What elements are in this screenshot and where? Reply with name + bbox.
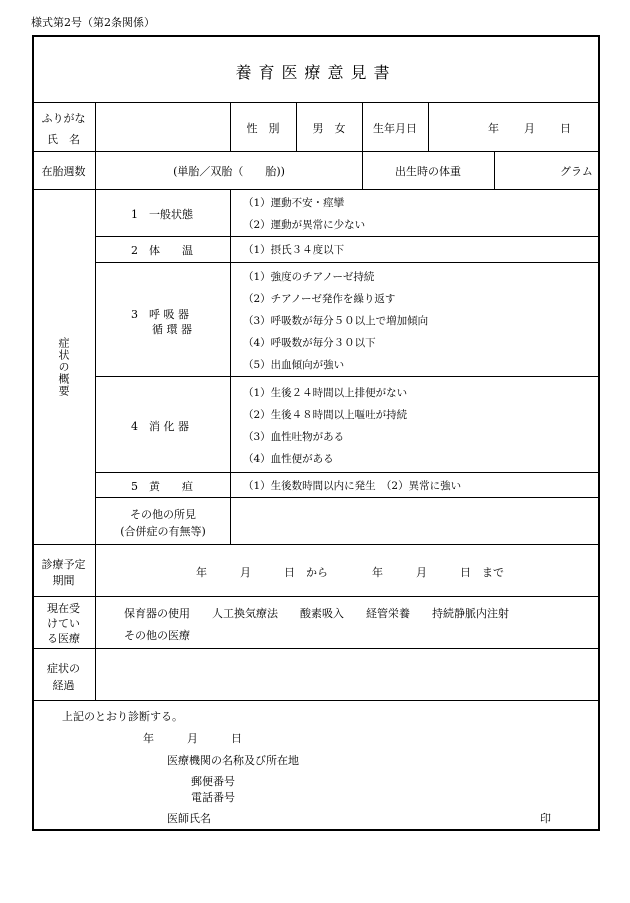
symptom-item[interactable]: （2）生後４８時間以上嘔吐が持続 bbox=[243, 409, 408, 421]
symptom-item[interactable]: （5）出血傾向が強い bbox=[243, 359, 345, 371]
symptom-group-label: 5 黄 疸 bbox=[131, 480, 193, 493]
symptom-group-label: 3 呼 吸 器 bbox=[131, 308, 189, 321]
symptom-item[interactable]: （1）生後２４時間以上排便がない bbox=[243, 387, 408, 399]
sex-label: 性 別 bbox=[246, 122, 280, 135]
divider bbox=[32, 700, 600, 701]
divider bbox=[494, 151, 495, 189]
divider bbox=[95, 262, 600, 263]
name-label: 氏 名 bbox=[47, 133, 80, 146]
other-findings-label: その他の所見 bbox=[130, 508, 196, 521]
births-field[interactable]: (単胎／双胎（ 胎)) bbox=[173, 165, 285, 178]
symptom-item[interactable]: （4）呼吸数が毎分３０以下 bbox=[243, 337, 376, 349]
divider bbox=[95, 472, 600, 473]
divider bbox=[32, 151, 600, 152]
current-treatment-other[interactable]: その他の医療 bbox=[124, 629, 190, 642]
other-findings-field[interactable] bbox=[231, 498, 599, 544]
divider bbox=[95, 236, 600, 237]
current-treatment-label: る医療 bbox=[47, 632, 80, 645]
symptom-group-label: 循 環 器 bbox=[152, 323, 192, 336]
page-title: 養育医療意見書 bbox=[235, 63, 397, 82]
treatment-period-label: 期間 bbox=[52, 574, 75, 587]
other-findings-label: (合併症の有無等) bbox=[120, 525, 206, 538]
diagnosis-date[interactable]: 年 月 日 bbox=[143, 732, 242, 745]
dob-day-label: 日 bbox=[560, 122, 571, 135]
divider bbox=[95, 376, 600, 377]
symptom-group-label: 2 体 温 bbox=[131, 244, 193, 257]
dob-year-label: 年 bbox=[488, 122, 499, 135]
divider bbox=[230, 189, 231, 544]
birth-weight-label: 出生時の体重 bbox=[395, 165, 461, 178]
divider bbox=[428, 102, 429, 151]
institution-label: 医療機関の名称及び所在地 bbox=[167, 754, 299, 767]
treatment-period-field[interactable]: 年 月 日 から 年 月 日 まで bbox=[196, 566, 504, 579]
progress-field[interactable] bbox=[96, 649, 599, 700]
gestation-weeks-label: 在胎週数 bbox=[41, 165, 86, 178]
symptom-group-label: 1 一般状態 bbox=[131, 208, 193, 221]
dob-month-label: 月 bbox=[524, 122, 535, 135]
sex-options[interactable]: 男 女 bbox=[312, 122, 346, 135]
form-number: 様式第2号（第2条関係） bbox=[31, 16, 155, 29]
divider bbox=[95, 102, 96, 700]
divider bbox=[32, 596, 600, 597]
symptom-item[interactable]: （1）摂氏３４度以下 bbox=[243, 244, 345, 256]
symptom-item[interactable]: （2）チアノーゼ発作を繰り返す bbox=[243, 293, 396, 305]
symptoms-section-label: 症状の概要 bbox=[57, 337, 70, 397]
current-treatment-options[interactable]: 保育器の使用 人工換気療法 酸素吸入 経管栄養 持続静脈内注射 bbox=[124, 607, 509, 620]
current-treatment-label: 現在受 bbox=[47, 602, 80, 615]
dob-label: 生年月日 bbox=[373, 122, 417, 135]
weight-unit: グラム bbox=[560, 165, 593, 178]
doctor-name-label: 医師氏名 bbox=[167, 812, 211, 825]
symptom-item[interactable]: （3）呼吸数が毎分５０以上で増加傾向 bbox=[243, 315, 429, 327]
divider bbox=[32, 544, 600, 545]
symptom-item[interactable]: （1）強度のチアノーゼ持続 bbox=[243, 271, 375, 283]
postal-code-label: 郵便番号 bbox=[191, 775, 235, 788]
symptom-item[interactable]: （1）運動不安・痙攣 bbox=[243, 197, 345, 209]
seal-mark: 印 bbox=[540, 812, 551, 825]
symptom-group-label: 4 消 化 器 bbox=[131, 420, 189, 433]
symptom-item[interactable]: （2）運動が異常に少ない bbox=[243, 219, 366, 231]
divider bbox=[32, 189, 600, 190]
name-field[interactable] bbox=[96, 103, 230, 151]
current-treatment-label: けてい bbox=[47, 617, 80, 630]
progress-label: 経過 bbox=[52, 679, 75, 692]
progress-label: 症状の bbox=[47, 662, 80, 675]
symptom-item[interactable]: （4）血性便がある bbox=[243, 453, 334, 465]
symptom-item[interactable]: （3）血性吐物がある bbox=[243, 431, 345, 443]
furigana-label: ふりがな bbox=[41, 112, 86, 125]
phone-label: 電話番号 bbox=[191, 791, 235, 804]
symptom-item[interactable]: （1）生後数時間以内に発生 （2）異常に強い bbox=[243, 480, 462, 492]
treatment-period-label: 診療予定 bbox=[41, 558, 86, 571]
diagnosis-statement: 上記のとおり診断する。 bbox=[62, 710, 183, 723]
